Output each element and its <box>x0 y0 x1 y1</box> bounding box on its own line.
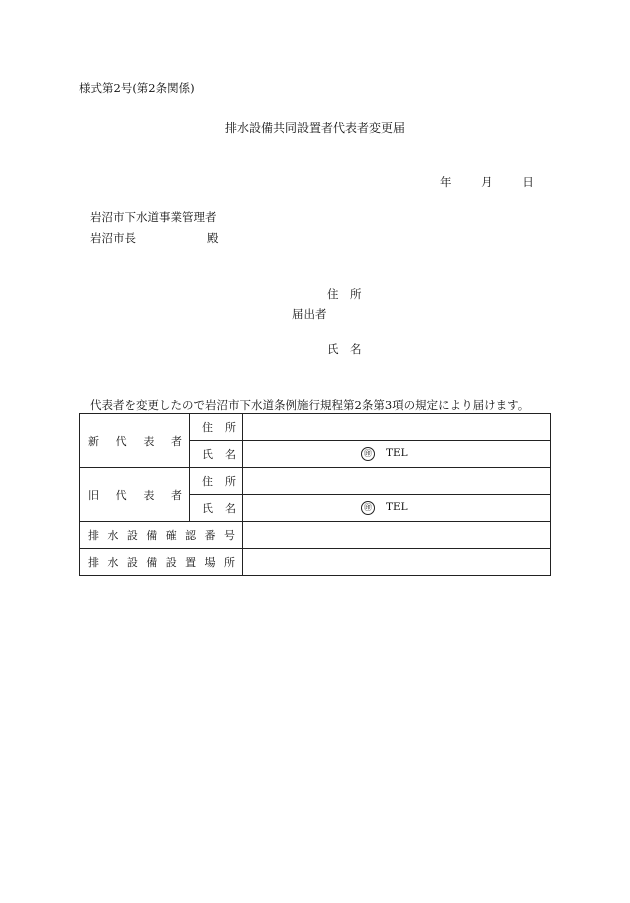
representative-table <box>79 413 551 576</box>
old-rep-address-field[interactable] <box>243 468 551 495</box>
installation-location-field[interactable] <box>243 549 551 576</box>
tel-label: TEL <box>386 501 408 513</box>
new-rep-label-cell <box>80 414 190 468</box>
new-rep-label: 新 代 表 者 <box>88 434 182 448</box>
date-day: 日 <box>522 175 534 189</box>
applicant-address-label: 住 所 <box>327 287 362 301</box>
installation-location-label: 排 水 設 備 設 置 場 所 <box>88 556 235 569</box>
new-rep-name-label: 氏 名 <box>202 448 236 461</box>
applicant-name-label: 氏 名 <box>327 342 362 356</box>
seal-mark: ㊞ <box>361 501 375 515</box>
old-rep-label-cell <box>80 468 190 522</box>
old-rep-name-label: 氏 名 <box>202 502 236 515</box>
old-rep-label: 旧 代 表 者 <box>88 488 182 502</box>
new-rep-address-label: 住 所 <box>202 421 236 434</box>
new-rep-address-field[interactable] <box>243 414 551 441</box>
old-rep-name-field[interactable] <box>243 495 551 522</box>
confirmation-number-label: 排 水 設 備 確 認 番 号 <box>88 529 235 542</box>
date-year: 年 <box>440 175 452 189</box>
new-rep-name-label-cell <box>190 441 243 468</box>
addressee-line-2: 岩沼市長 <box>90 231 136 245</box>
form-number: 様式第2号(第2条関係) <box>79 81 195 95</box>
applicant-label: 届出者 <box>292 307 327 321</box>
new-rep-address-label-cell <box>190 414 243 441</box>
date-line <box>440 174 534 190</box>
addressee-line-1: 岩沼市下水道事業管理者 <box>90 210 217 224</box>
addressee-honorific: 殿 <box>207 231 219 245</box>
document-title: 排水設備共同設置者代表者変更届 <box>224 121 405 135</box>
old-rep-name-label-cell <box>190 495 243 522</box>
statement-text: 代表者を変更したので岩沼市下水道条例施行規程第2条第3項の規定により届けます。 <box>90 398 530 412</box>
old-rep-address-label: 住 所 <box>202 475 236 488</box>
old-rep-address-label-cell <box>190 468 243 495</box>
date-month: 月 <box>481 175 493 189</box>
seal-mark: ㊞ <box>361 447 375 461</box>
new-rep-name-field[interactable] <box>243 441 551 468</box>
tel-label: TEL <box>386 447 408 459</box>
confirmation-number-field[interactable] <box>243 522 551 549</box>
installation-location-label-cell <box>80 549 243 576</box>
confirmation-number-label-cell <box>80 522 243 549</box>
